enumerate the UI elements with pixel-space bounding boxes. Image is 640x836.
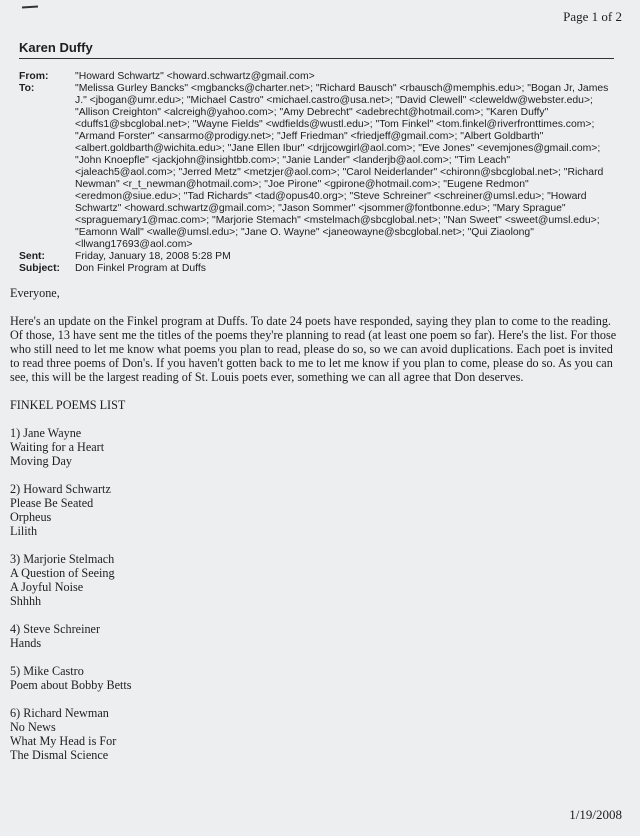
poet-heading: 1) Jane Wayne [10,426,82,440]
poet-entry [10,664,622,692]
print-date: 1/19/2008 [569,807,622,822]
poem-title: Lilith [10,524,38,538]
subject-label: Subject: [19,263,60,274]
update-paragraph: Here's an update on the Finkel program at Duffs. To date 24 poets have responded, saying they plan to come to the reading. Of those, 13 have sent me the titles of the poems they're planning to read (at least one poem so far). Here's the list. For those who still need to let me know what poems you plan to read, please do so, so we can avoid duplications. Each poet is invited to read three poems of Don's. If you haven't gotten back to me to let me know if you plan to come, please do so. As you can see, this will be the largest reading of St. Louis poets ever, something we can all agree that Don deserves. [10,314,617,384]
poems-list [10,426,622,762]
subject-row [19,263,609,275]
page-number: Page 1 of 2 [563,9,622,24]
poem-title: Waiting for a Heart [10,440,105,454]
poem-title: No News [10,720,56,734]
poem-title: A Joyful Noise [10,580,84,594]
from-row [19,71,609,83]
poet-entry [10,426,622,468]
poet-heading: 5) Mike Castro [10,664,84,678]
to-label: To: [19,83,35,94]
poems-list-title: FINKEL POEMS LIST [10,398,126,412]
sent-label: Sent: [19,251,45,262]
poem-title: The Dismal Science [10,748,109,762]
poet-heading: 4) Steve Schreiner [10,622,101,636]
poem-title: What My Head is For [10,734,117,748]
header-divider [19,58,614,59]
poem-title: Please Be Seated [10,496,94,510]
sent-row [19,251,609,263]
to-value: "Melissa Gurley Bancks" <mgbancks@charter.net>; "Richard Bausch" <rbausch@memphis.edu>; "Bogan Jr, James J." <jbogan@umr.edu>; "Michael Castro" <michael.castro@usa.net>; "David Clewell" <cleweldw@webster.edu>; "Allison Creighton" <alcreigh@yahoo.com>; "Amy Debrecht" <adebrecht@hotmail.com>; "Karen Duffy" <duffs1@sbcglobal.net>; "Wayne Fields" <wdfields@wustl.edu>; "Tom Finkel" <tom.finkel@riverfronttimes.com>; "Armand Forster" <ansarmo@prodigy.net>; "Jeff Friedman" <friedjeff@gmail.com>; "Albert Goldbarth" <albert.goldbarth@wichita.edu>; "Jane Ellen Ibur" <drjjcowgirl@aol.com>; "Eve Jones" <evemjones@gmail.com>; "John Knoepfle" <jackjohn@insightbb.com>; "Janie Lander" <landerjb@aol.com>; "Tim Leach" <jaleach5@aol.com>; "Jerred Metz" <metzjer@aol.com>; "Carol Neiderlander" <chironn@sbcglobal.net>; "Richard Newman" <r_t_newman@hotmail.com>; "Joe Pirone" <gpirone@hotmail.com>; "Eugene Redmon" <eredmon@siue.edu>; "Tad Richards" <tad@opus40.org>; "Steve Schreiner" <schreiner@umsl.edu>; "Howard Schwartz" <howard.schwartz@gmail.com>; "Jason Sommer" <jsommer@fontbonne.edu>; "Mary Sprague" <spraguemary1@mac.com>; "Marjorie Stemach" <mstelmach@sbcglobal.net>; "Nan Sweet" <sweet@umsl.edu>; "Eamonn Wall" <walle@umsl.edu>; "Jane O. Wayne" <janeowayne@sbcglobal.net>; "Qui Ziaolong" <llwang17693@aol.com> [75,83,609,250]
email-body [10,286,622,776]
poet-entry [10,552,622,608]
mailbox-owner-name: Karen Duffy [19,40,93,55]
poet-heading: 6) Richard Newman [10,706,109,720]
from-label: From: [19,71,49,82]
poem-title: Orpheus [10,510,52,524]
greeting: Everyone, [10,286,60,300]
to-row [19,83,609,251]
poet-entry [10,706,622,762]
poet-entry [10,622,622,650]
from-value: "Howard Schwartz" <howard.schwartz@gmail.com> [75,71,315,82]
poem-title: A Question of Seeing [10,566,115,580]
scan-mark [22,5,38,8]
poem-title: Hands [10,636,42,650]
poem-title: Shhhh [10,594,42,608]
poem-title: Poem about Bobby Betts [10,678,132,692]
sent-value: Friday, January 18, 2008 5:28 PM [75,251,231,262]
poet-entry [10,482,622,538]
email-headers [19,71,609,275]
poem-title: Moving Day [10,454,72,468]
subject-value: Don Finkel Program at Duffs [75,263,206,274]
poet-heading: 3) Marjorie Stelmach [10,552,115,566]
poet-heading: 2) Howard Schwartz [10,482,111,496]
